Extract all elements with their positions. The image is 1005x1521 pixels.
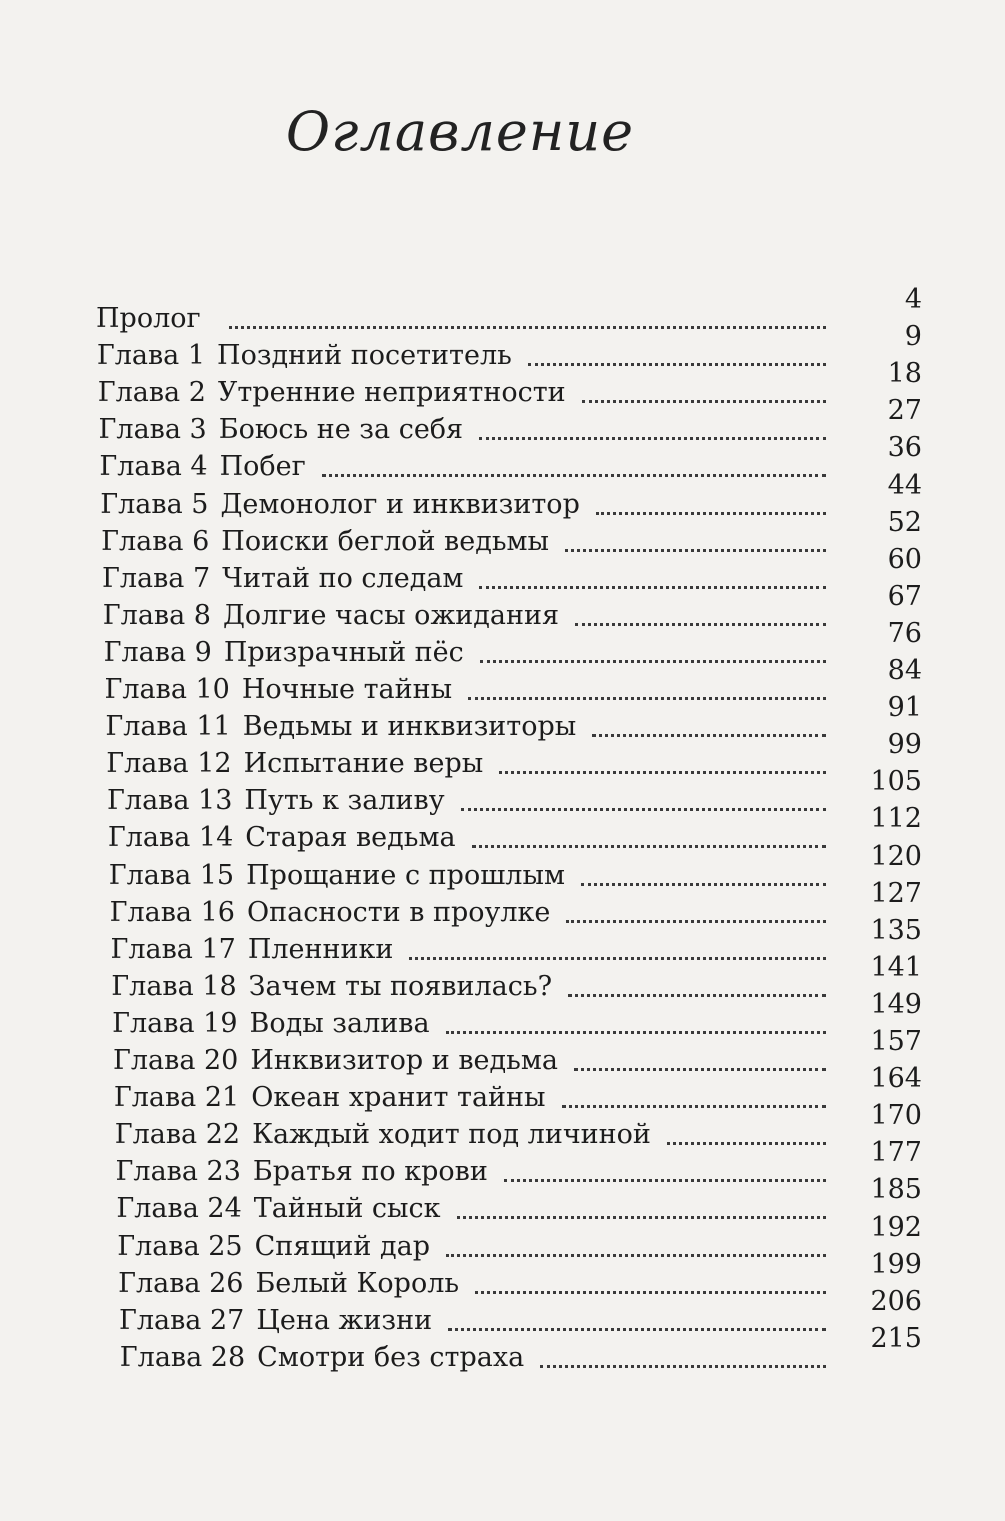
toc-entry	[117, 1211, 926, 1265]
chapter-title: Поздний посетитель	[217, 340, 512, 372]
chapter-title: Демонолог и инквизитор	[220, 488, 580, 520]
toc-entry	[99, 432, 926, 485]
toc-entry	[106, 729, 926, 782]
toc-entry	[116, 1174, 926, 1227]
dotted-leader	[574, 1064, 826, 1071]
chapter-title: Цена жизни	[256, 1304, 433, 1336]
toc-entry	[104, 655, 927, 708]
dotted-leader	[468, 693, 826, 700]
chapter-title: Ночные тайны	[241, 674, 453, 705]
page-number: 135	[870, 914, 922, 946]
toc-entry	[97, 358, 926, 411]
chapter-title: Испытание веры	[243, 748, 484, 780]
toc-entry-label	[108, 820, 456, 856]
chapter-number: Глава 26	[118, 1267, 244, 1299]
page-number: 99	[887, 729, 922, 761]
chapter-title: Побег	[219, 451, 306, 483]
table-of-contents	[96, 0, 926, 1521]
chapter-number: Глава 6	[101, 525, 210, 557]
chapter-number: Глава 27	[118, 1304, 245, 1336]
toc-entry	[114, 1100, 926, 1153]
toc-entry-label	[99, 412, 464, 448]
toc-entry-label	[110, 932, 393, 968]
chapter-title: Тайный сыск	[253, 1193, 441, 1225]
chapter-number: Глава 20	[113, 1045, 239, 1076]
chapter-title: Долгие часы ожидания	[222, 599, 560, 631]
dotted-leader	[499, 767, 826, 774]
dotted-leader	[446, 1027, 826, 1034]
toc-entry	[119, 1322, 926, 1376]
toc-entry-label	[97, 338, 512, 374]
chapter-number: Глава 2	[97, 377, 206, 409]
chapter-number: Глава 9	[103, 636, 212, 668]
toc-entry	[101, 543, 926, 597]
toc-entry-label	[109, 858, 565, 894]
chapter-title: Зачем ты появилась?	[248, 970, 553, 1002]
toc-entry-label	[96, 301, 213, 337]
page-number: 105	[870, 766, 922, 798]
chapter-title: Спящий дар	[254, 1230, 430, 1262]
toc-entry-label	[116, 1191, 440, 1227]
toc-entry-label	[119, 1303, 432, 1339]
page-number: 67	[887, 580, 922, 612]
toc-entry	[96, 284, 926, 337]
dotted-leader	[480, 656, 826, 663]
toc-entry-label	[113, 1043, 558, 1079]
chapter-number: Глава 14	[107, 822, 234, 854]
toc-entry	[115, 1137, 926, 1190]
dotted-leader	[667, 1138, 826, 1145]
dotted-leader	[229, 322, 826, 329]
chapter-title: Прощание с прошлым	[246, 859, 565, 891]
dotted-leader	[565, 545, 826, 552]
page-title: Оглавление	[285, 100, 635, 163]
dotted-leader	[562, 1101, 826, 1108]
toc-entry	[111, 951, 926, 1005]
page-number: 52	[887, 506, 922, 538]
toc-entry-label	[103, 598, 559, 634]
dotted-leader	[322, 470, 826, 477]
chapter-number: Глава 10	[104, 674, 230, 705]
page-number: 185	[870, 1174, 922, 1206]
dotted-leader	[479, 433, 826, 440]
dotted-leader	[566, 916, 826, 923]
page-number: 141	[870, 951, 922, 983]
toc-entry-label	[104, 635, 464, 671]
chapter-title: Каждый ходит под личиной	[252, 1119, 651, 1151]
page-number: 127	[870, 877, 922, 909]
toc-entry-label	[112, 1006, 429, 1042]
dotted-leader	[568, 990, 826, 997]
dotted-leader	[504, 1175, 826, 1182]
dotted-leader	[446, 1250, 826, 1257]
chapter-number: Глава 28	[119, 1341, 246, 1373]
page-number: 206	[870, 1285, 922, 1317]
chapter-title: Утренние неприятности	[217, 377, 566, 409]
chapter-number: Глава 21	[113, 1082, 240, 1114]
page-number: 76	[887, 617, 922, 649]
page-number: 84	[887, 655, 922, 686]
toc-entry	[98, 395, 926, 448]
toc-entry-label	[110, 895, 551, 931]
chapter-title: Океан хранит тайны	[251, 1082, 546, 1114]
toc-entry	[110, 914, 926, 968]
toc-entry-label	[107, 783, 445, 819]
dotted-leader	[528, 359, 826, 366]
toc-entry	[107, 803, 926, 856]
chapter-number: Глава 13	[107, 785, 233, 817]
toc-entry-label	[117, 1229, 430, 1265]
chapter-title: Старая ведьма	[245, 822, 456, 854]
dotted-leader	[475, 1287, 826, 1294]
chapter-number: Глава 8	[102, 599, 211, 631]
chapter-number: Глава 25	[117, 1230, 243, 1262]
toc-entry-label	[98, 375, 566, 411]
dotted-leader	[448, 1324, 826, 1331]
page-number: 9	[904, 321, 922, 353]
chapter-title: Опасности в проулке	[246, 896, 551, 928]
dotted-leader	[540, 1361, 826, 1368]
toc-entry	[112, 988, 926, 1042]
dotted-leader	[461, 804, 826, 811]
toc-entry-label	[120, 1340, 524, 1376]
page-number: 215	[870, 1322, 922, 1354]
chapter-title: Ведьмы и инквизиторы	[242, 711, 577, 743]
page-number: 44	[887, 469, 922, 501]
page-number: 177	[870, 1137, 922, 1169]
chapter-number: Глава 1	[96, 340, 206, 372]
toc-entry	[102, 580, 926, 634]
chapter-number: Глава 11	[105, 711, 231, 743]
toc-entry	[113, 1063, 926, 1116]
page-number: 170	[870, 1100, 922, 1132]
toc-entry	[103, 617, 926, 671]
chapter-number: Глава 18	[111, 970, 237, 1002]
chapter-number: Пролог	[96, 303, 201, 334]
page-number: 60	[887, 543, 922, 575]
chapter-title: Путь к заливу	[244, 785, 445, 817]
toc-entry-label	[105, 672, 453, 708]
dotted-leader	[409, 953, 826, 960]
toc-entry	[101, 506, 926, 560]
page-number: 157	[870, 1026, 922, 1057]
page-number: 164	[870, 1063, 922, 1095]
page-number: 149	[870, 988, 922, 1020]
toc-entry-label	[114, 1080, 546, 1116]
page-number: 192	[870, 1211, 922, 1243]
chapter-title: Инквизитор и ведьма	[250, 1045, 558, 1076]
dotted-leader	[472, 841, 826, 848]
toc-entry	[108, 840, 926, 894]
chapter-number: Глава 12	[106, 748, 232, 780]
chapter-title: Белый Король	[255, 1267, 460, 1299]
toc-entry	[109, 877, 926, 931]
toc-entry-label	[111, 969, 552, 1005]
toc-entry-label	[102, 561, 463, 597]
toc-entry-label	[115, 1117, 651, 1153]
chapter-title: Поиски беглой ведьмы	[221, 525, 550, 557]
dotted-leader	[479, 582, 826, 589]
toc-entry-label	[118, 1266, 459, 1302]
toc-entry	[105, 692, 926, 745]
dotted-leader	[596, 508, 826, 515]
dotted-leader	[457, 1212, 826, 1219]
page-number: 199	[870, 1248, 922, 1280]
chapter-number: Глава 16	[109, 896, 235, 928]
toc-entry-label	[105, 709, 576, 745]
chapter-number: Глава 7	[101, 562, 211, 594]
chapter-title: Боюсь не за себя	[218, 414, 464, 446]
chapter-number: Глава 24	[116, 1193, 242, 1225]
chapter-number: Глава 4	[99, 451, 208, 483]
page-number: 18	[887, 358, 922, 390]
toc-entry-label	[106, 746, 483, 782]
chapter-title: Пленники	[247, 933, 394, 965]
page-number: 36	[887, 432, 922, 464]
chapter-title: Призрачный пёс	[223, 636, 464, 668]
toc-entry-label	[116, 1154, 488, 1190]
toc-entry	[113, 1026, 926, 1079]
dotted-leader	[581, 879, 826, 886]
chapter-title: Смотри без страха	[257, 1341, 525, 1373]
page-number: 4	[904, 284, 922, 315]
dotted-leader	[575, 619, 826, 626]
chapter-title: Читай по следам	[222, 562, 464, 594]
toc-entry-label	[99, 449, 305, 485]
toc-entry-label	[100, 487, 580, 523]
toc-entry	[118, 1285, 926, 1339]
toc-entry	[118, 1248, 926, 1302]
toc-entry	[100, 469, 926, 523]
page-number: 112	[870, 803, 922, 835]
page-number: 91	[887, 692, 922, 724]
chapter-title: Братья по крови	[252, 1156, 488, 1188]
chapter-number: Глава 23	[115, 1156, 241, 1188]
toc-entry-label	[101, 524, 549, 560]
chapter-number: Глава 15	[108, 859, 235, 891]
page-number: 27	[887, 395, 922, 427]
dotted-leader	[582, 396, 826, 403]
toc-entry	[107, 766, 926, 819]
dotted-leader	[592, 730, 826, 737]
chapter-number: Глава 5	[100, 488, 209, 520]
chapter-number: Глава 17	[110, 933, 236, 965]
page-number: 120	[870, 840, 922, 872]
chapter-number: Глава 22	[114, 1119, 241, 1151]
chapter-number: Глава 19	[112, 1007, 238, 1039]
chapter-title: Воды залива	[249, 1007, 430, 1039]
chapter-number: Глава 3	[98, 414, 207, 446]
toc-entry	[96, 321, 926, 374]
